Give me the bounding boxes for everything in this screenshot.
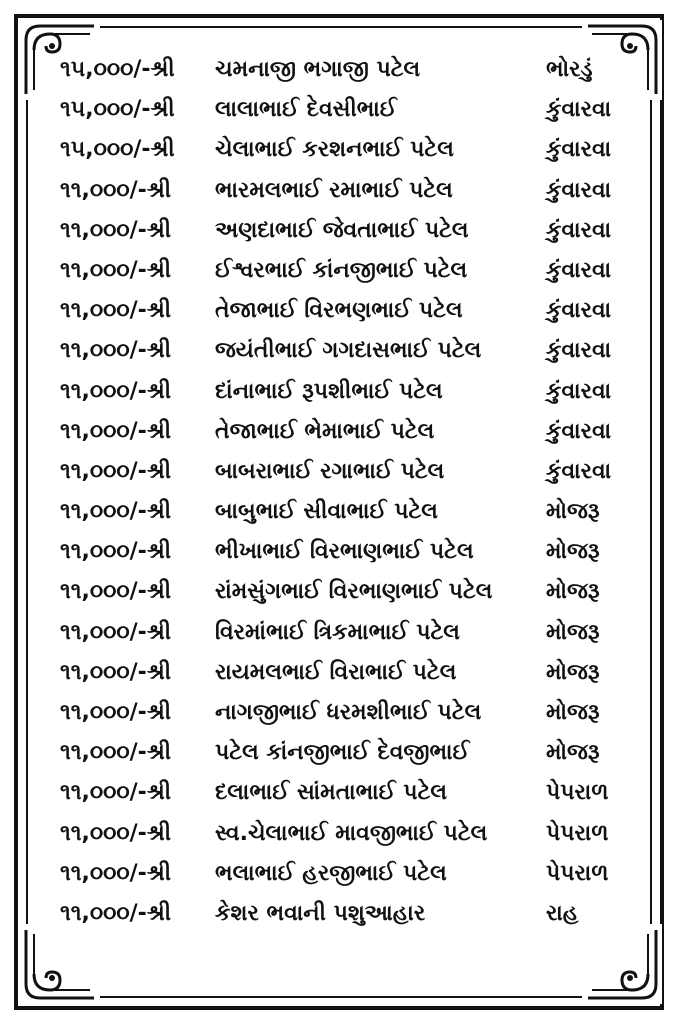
list-item xyxy=(60,251,650,291)
donor-name: તેજાભાઈ ભેમાભાઈ પટેલ xyxy=(215,418,435,444)
donor-name: નાગજીભાઈ ધરમશીભાઈ પટેલ xyxy=(215,700,482,725)
donor-village: કુંવારવા xyxy=(546,378,612,404)
donor-village: કુંવારવા xyxy=(546,137,612,163)
list-item xyxy=(60,653,650,693)
donor-name: અણદાભાઈ જેવતાભાઈ પટેલ xyxy=(215,217,469,243)
donor-name: પટેલ કાંનજીભાઈ દેવજીભાઈ xyxy=(215,740,470,766)
donor-village: મોજરૂ xyxy=(546,700,600,725)
list-item xyxy=(60,733,650,773)
donation-amount: ૧૧,૦૦૦/-શ્રી xyxy=(60,860,172,886)
donation-amount: ૧૧,૦૦૦/-શ્રી xyxy=(60,740,172,766)
donor-name: બાબુભાઈ સીવાભાઈ પટેલ xyxy=(215,499,438,525)
donation-amount: ૧૧,૦૦૦/-શ્રી xyxy=(60,177,172,203)
list-item xyxy=(60,894,650,934)
donor-village: પેપરાળ xyxy=(546,860,609,886)
donor-name: લાલાભાઈ દેવસીભાઈ xyxy=(215,97,397,123)
donor-village: મોજરૂ xyxy=(546,619,600,645)
list-item xyxy=(60,50,650,90)
list-item xyxy=(60,90,650,130)
donor-name: રાયમલભાઈ વિરાભાઈ પટેલ xyxy=(215,659,457,685)
donation-amount: ૧૧,૦૦૦/-શ્રી xyxy=(60,298,172,324)
list-item xyxy=(60,773,650,813)
donor-name: કેશર ભવાની પશુઆહાર xyxy=(215,900,426,926)
donor-village: કુંવારવા xyxy=(546,97,612,123)
list-item xyxy=(60,532,650,572)
donation-amount: ૧૧,૦૦૦/-શ્રી xyxy=(60,780,172,806)
donation-amount: ૧૧,૦૦૦/-શ્રી xyxy=(60,539,172,565)
donor-village: મોજરૂ xyxy=(546,579,600,605)
donation-amount: ૧૫,૦૦૦/-શ્રી xyxy=(60,97,175,123)
list-item xyxy=(60,814,650,854)
donor-name: દાંનાભાઈ રૂપશીભાઈ પટેલ xyxy=(215,378,443,404)
donor-name: ભલાભાઈ હરજીભાઈ પટેલ xyxy=(215,860,447,886)
donor-village: મોજરૂ xyxy=(546,659,600,685)
donor-village: મોજરૂ xyxy=(546,499,600,525)
donor-village: કુંવારવા xyxy=(546,458,612,484)
donor-village: પેપરાળ xyxy=(546,820,609,846)
donor-name: દલાભાઈ સાંમતાભાઈ પટેલ xyxy=(215,780,448,806)
donor-name: જયંતીભાઈ ગગદાસભાઈ પટેલ xyxy=(215,338,482,364)
donor-name: તેજાભાઈ વિરભણભાઈ પટેલ xyxy=(215,298,463,324)
donation-amount: ૧૫,૦૦૦/-શ્રી xyxy=(60,57,175,82)
donor-name: ભારમલભાઈ રમાભાઈ પટેલ xyxy=(215,177,453,203)
scroll-ornament-icon xyxy=(20,924,100,1004)
donor-list xyxy=(60,50,650,934)
donor-name: બાબરાભાઈ રગાભાઈ પટેલ xyxy=(215,458,445,484)
scroll-ornament-icon xyxy=(582,924,662,1004)
donor-village: કુંવારવા xyxy=(546,298,612,324)
donation-amount: ૧૧,૦૦૦/-શ્રી xyxy=(60,418,172,444)
donation-amount: ૧૧,૦૦૦/-શ્રી xyxy=(60,338,172,364)
donor-name: સ્વ.ચેલાભાઈ માવજીભાઈ પટેલ xyxy=(215,820,488,846)
donor-village: કુંવારવા xyxy=(546,217,612,243)
donor-village: રાહ xyxy=(546,900,579,926)
list-item xyxy=(60,412,650,452)
list-item xyxy=(60,291,650,331)
list-item xyxy=(60,693,650,733)
donation-amount: ૧૧,૦૦૦/-શ્રી xyxy=(60,257,172,283)
donation-amount: ૧૧,૦૦૦/-શ્રી xyxy=(60,820,172,846)
donation-amount: ૧૧,૦૦૦/-શ્રી xyxy=(60,579,172,605)
donor-village: કુંવારવા xyxy=(546,177,612,203)
donor-name: વિરમાંભાઈ ત્રિકમાભાઈ પટેલ xyxy=(215,619,460,645)
donor-village: પેપરાળ xyxy=(546,780,609,806)
list-item xyxy=(60,572,650,612)
list-item xyxy=(60,854,650,894)
list-item xyxy=(60,130,650,170)
donation-amount: ૧૧,૦૦૦/-શ્રી xyxy=(60,499,172,525)
donation-amount: ૧૧,૦૦૦/-શ્રી xyxy=(60,900,172,926)
donation-amount: ૧૧,૦૦૦/-શ્રી xyxy=(60,458,172,484)
donor-name: ચમનાજી ભગાજી પટેલ xyxy=(215,57,421,82)
donor-village: મોજરૂ xyxy=(546,539,600,565)
list-item xyxy=(60,613,650,653)
donor-name: ઈશ્વરભાઈ કાંનજીભાઈ પટેલ xyxy=(215,257,468,283)
list-item xyxy=(60,372,650,412)
donor-name: રાંમસુંગભાઈ વિરભાણભાઈ પટેલ xyxy=(215,579,493,605)
donation-amount: ૧૧,૦૦૦/-શ્રી xyxy=(60,378,172,404)
donation-amount: ૧૫,૦૦૦/-શ્રી xyxy=(60,137,175,163)
list-item xyxy=(60,171,650,211)
donation-amount: ૧૧,૦૦૦/-શ્રી xyxy=(60,217,172,243)
list-item xyxy=(60,492,650,532)
donation-amount: ૧૧,૦૦૦/-શ્રી xyxy=(60,700,172,725)
list-item xyxy=(60,211,650,251)
donor-village: કુંવારવા xyxy=(546,418,612,444)
donor-village: કુંવારવા xyxy=(546,338,612,364)
list-item xyxy=(60,452,650,492)
donor-village: ભોરડું xyxy=(546,57,593,82)
donor-village: મોજરૂ xyxy=(546,740,600,766)
donation-amount: ૧૧,૦૦૦/-શ્રી xyxy=(60,659,172,685)
donor-name: ચેલાભાઈ કરશનભાઈ પટેલ xyxy=(215,137,454,163)
list-item xyxy=(60,331,650,371)
donor-village: કુંવારવા xyxy=(546,257,612,283)
donation-amount: ૧૧,૦૦૦/-શ્રી xyxy=(60,619,172,645)
donor-name: ભીખાભાઈ વિરભાણભાઈ પટેલ xyxy=(215,539,474,565)
